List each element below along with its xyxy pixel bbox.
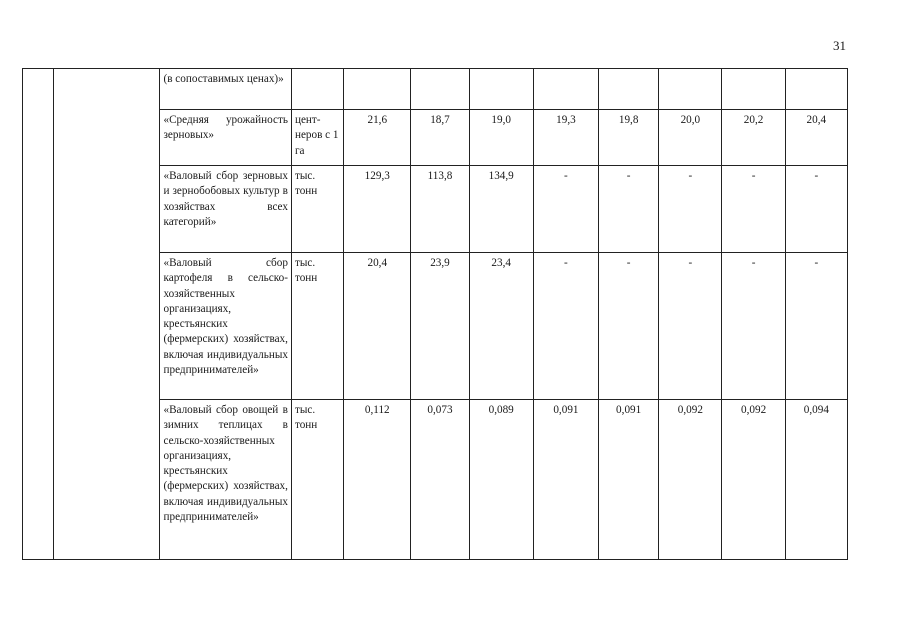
value-cell: [722, 69, 785, 110]
page-number: 31: [833, 38, 846, 53]
value-cell: [533, 69, 598, 110]
value-cell: -: [599, 166, 659, 253]
value-cell: 0,092: [722, 400, 785, 560]
value-cell: 20,2: [722, 110, 785, 166]
value-cell: [469, 69, 533, 110]
value-cell: 0,091: [599, 400, 659, 560]
index-cell: [23, 69, 54, 560]
unit-cell: тыс. тонн: [291, 400, 343, 560]
value-cell: 19,3: [533, 110, 598, 166]
value-cell: 134,9: [469, 166, 533, 253]
value-cell: [785, 69, 847, 110]
value-cell: 0,089: [469, 400, 533, 560]
value-cell: 0,091: [533, 400, 598, 560]
table-row: [23, 69, 848, 110]
value-cell: 18,7: [411, 110, 469, 166]
unit-cell: цент-неров с 1 га: [291, 110, 343, 166]
value-cell: 0,112: [344, 400, 411, 560]
value-cell: 19,0: [469, 110, 533, 166]
indicator-name: «Валовый сбор картофеля в сельско-хозяйственных организациях, крестьянских (фермерских) хозяйствах, включая индивидуальных предпринимателей»: [160, 253, 291, 400]
value-cell: 113,8: [411, 166, 469, 253]
value-cell: -: [533, 166, 598, 253]
value-cell: [659, 69, 722, 110]
value-cell: [599, 69, 659, 110]
value-cell: -: [659, 253, 722, 400]
indicator-name: «Валовый сбор зерновых и зернобобовых культур в хозяйствах всех категорий»: [160, 166, 291, 253]
indicators-table: [22, 68, 848, 560]
value-cell: 129,3: [344, 166, 411, 253]
program-cell: [54, 69, 160, 560]
value-cell: 23,4: [469, 253, 533, 400]
value-cell: -: [659, 166, 722, 253]
value-cell: 20,0: [659, 110, 722, 166]
value-cell: 21,6: [344, 110, 411, 166]
value-cell: [411, 69, 469, 110]
indicator-name: «Средняя урожайность зерновых»: [160, 110, 291, 166]
value-cell: 23,9: [411, 253, 469, 400]
value-cell: -: [785, 253, 847, 400]
value-cell: 20,4: [785, 110, 847, 166]
value-cell: -: [533, 253, 598, 400]
indicator-name: (в сопоставимых ценах)»: [160, 69, 291, 110]
unit-cell: тыс. тонн: [291, 253, 343, 400]
value-cell: 0,092: [659, 400, 722, 560]
value-cell: 0,094: [785, 400, 847, 560]
value-cell: -: [722, 253, 785, 400]
value-cell: -: [785, 166, 847, 253]
value-cell: 0,073: [411, 400, 469, 560]
unit-cell: тыс. тонн: [291, 166, 343, 253]
unit-cell: [291, 69, 343, 110]
value-cell: 20,4: [344, 253, 411, 400]
value-cell: 19,8: [599, 110, 659, 166]
indicator-name: «Валовый сбор овощей в зимних теплицах в сельско-хозяйственных организациях, крестьянских (фермерских) хозяйствах, включая индивидуальных предпринимателей»: [160, 400, 291, 560]
value-cell: [344, 69, 411, 110]
value-cell: -: [599, 253, 659, 400]
value-cell: -: [722, 166, 785, 253]
